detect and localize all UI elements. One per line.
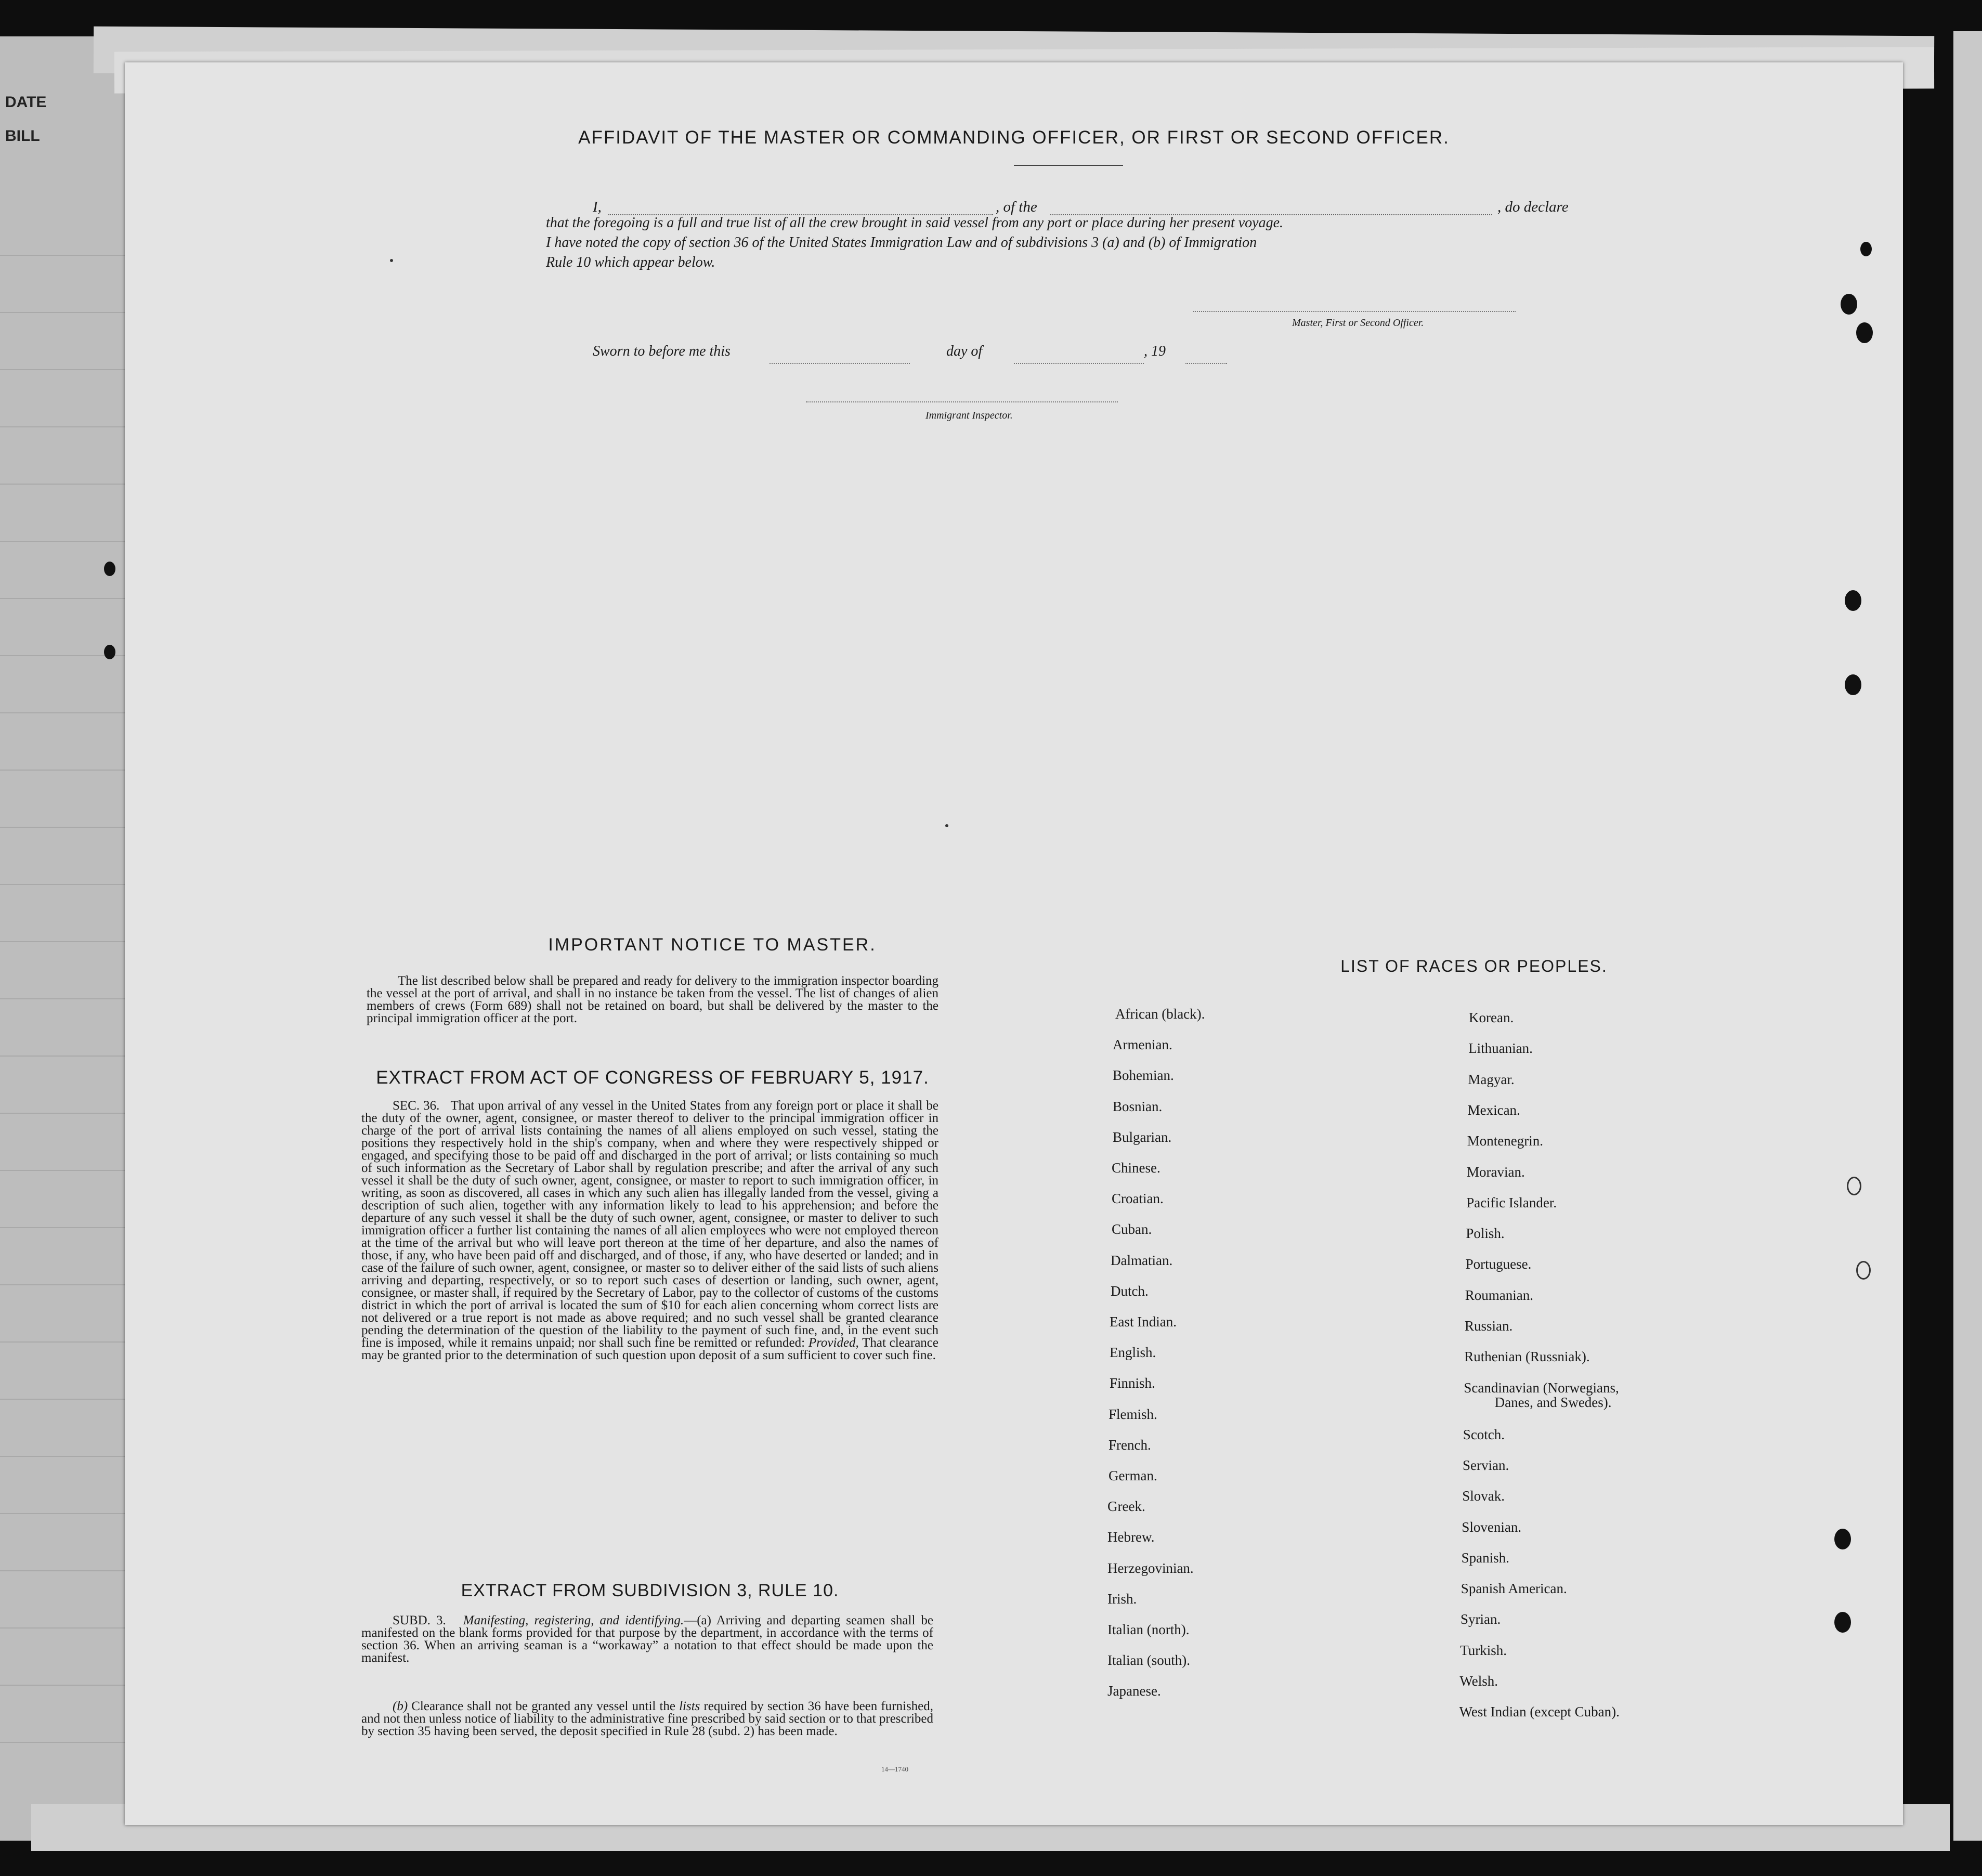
race-item: Servian. bbox=[1463, 1457, 1509, 1473]
affidavit-body-line: that the foregoing is a full and true list of all the crew brought in said vessel from any port or place during her present voyage. bbox=[546, 215, 1284, 231]
affidavit-body bbox=[536, 213, 1648, 272]
race-item: Cuban. bbox=[1112, 1221, 1152, 1237]
section-36-end: That clearance may be granted prior to the determination of such question upon deposit of a sum sufficient to cover such fine. bbox=[361, 1336, 938, 1362]
race-item: Korean. bbox=[1469, 1010, 1514, 1025]
race-item: Slovenian. bbox=[1462, 1519, 1522, 1535]
punch-hole bbox=[104, 562, 115, 576]
section-36-body: That upon arrival of any vessel in the United States from any foreign port or place it shall be the duty of the owner, agent, consignee, or master thereof to deliver to the principal immigration officer in charge of the port of arrival lists containing the names of all aliens employed on such vessel, stating the positions they respectively hold in the ship's company, when and where they were respectively shipped or engaged, and specifying those to be paid off and discharged in the port of arrival; or lists containing so much of such information as the Secretary of Labor shall by regulation prescribe; and after the arrival of any such vessel it shall be the duty of such owner, agent, consignee, or master to report to such immigration officer, in writing, as soon as discovered, all cases in which any such alien has illegally landed from the vessel, giving a description of such alien, together with any information likely to lead to his apprehension; and before the departure of any such vessel it shall be the duty of such owner, agent, consignee, or master to deliver to such immigration officer a further list containing the names of all alien employees who were not employed thereon at the time of the arrival but who will leave port thereon at the time of her departure, and also the names of those, if any, who have been paid off and discharged, and of those, if any, who have deserted or landed; and in case of the failure of such owner, agent, consignee, or master so to deliver either of the said lists of such aliens arriving and departing, respectively, or so to report such cases of desertion or landing, such owner, agent, consignee, or master shall, if required by the Secretary of Labor, pay to the collector of customs of the customs district in which the port of arrival is located the sum of $10 for each alien concerning whom correct lists are not delivered or a true report is not made as above required; and no such vessel shall be granted clearance pending the determination of the question of the liability to the payment of such fine, and, in the event such fine is imposed, while it remains unpaid; nor shall such fine be remitted or refunded: bbox=[361, 1099, 939, 1350]
act-extract-title: EXTRACT FROM ACT OF CONGRESS OF FEBRUARY 5, 1917. bbox=[376, 1067, 929, 1088]
subd-label: SUBD. 3. bbox=[393, 1613, 446, 1627]
race-item: Welsh. bbox=[1459, 1673, 1498, 1689]
notice-title: IMPORTANT NOTICE TO MASTER. bbox=[548, 935, 877, 955]
margin-mark-bill: BILL bbox=[5, 127, 40, 145]
year-prefix-text: , 19 bbox=[1144, 343, 1166, 359]
race-item: Syrian. bbox=[1461, 1611, 1501, 1627]
officer-signature-blank[interactable] bbox=[1193, 311, 1516, 312]
race-item: Italian (south). bbox=[1107, 1652, 1190, 1669]
day-of-text: day of bbox=[946, 343, 983, 359]
subdivision-b-text bbox=[361, 1700, 933, 1738]
ink-speck bbox=[945, 824, 948, 827]
race-item: Chinese. bbox=[1112, 1160, 1160, 1176]
subdivision-a-text bbox=[361, 1614, 933, 1664]
sworn-text: Sworn to before me this bbox=[593, 343, 731, 359]
race-item: Greek. bbox=[1107, 1499, 1145, 1515]
punch-hole bbox=[1834, 1612, 1851, 1633]
subd-b-body-2: required by section 36 have been furnished, and not then unless notice of liability to the administrative fine prescribed by said section or to that prescribed by section 35 having been served, the deposit specified in Rule 28 (subd. 2) has been made. bbox=[361, 1699, 934, 1738]
officer-signature-caption: Master, First or Second Officer. bbox=[1292, 317, 1424, 329]
background-sheet-right bbox=[1953, 31, 1982, 1841]
race-item: Italian (north). bbox=[1107, 1622, 1190, 1637]
race-item: Dutch. bbox=[1111, 1283, 1149, 1299]
subd-b-body-1: Clearance shall not be granted any vessel until the bbox=[411, 1699, 675, 1713]
race-item: Flemish. bbox=[1109, 1406, 1157, 1422]
race-item: Mexican. bbox=[1467, 1102, 1520, 1118]
race-item: Bohemian. bbox=[1113, 1067, 1174, 1084]
subd-heading: Manifesting, registering, and identifying. bbox=[463, 1613, 684, 1627]
race-item: German. bbox=[1109, 1468, 1157, 1483]
inspector-signature-blank[interactable] bbox=[806, 401, 1118, 402]
rule-extract-title: EXTRACT FROM SUBDIVISION 3, RULE 10. bbox=[461, 1581, 839, 1600]
race-item: Spanish. bbox=[1461, 1549, 1509, 1566]
race-item: Scotch. bbox=[1463, 1426, 1505, 1442]
race-item: Bosnian. bbox=[1113, 1098, 1163, 1114]
race-item: Herzegovinian. bbox=[1107, 1560, 1194, 1576]
race-item: Lithuanian. bbox=[1468, 1040, 1533, 1057]
race-item: Bulgarian. bbox=[1113, 1129, 1172, 1145]
sworn-day-blank[interactable] bbox=[770, 363, 910, 364]
document-page bbox=[125, 62, 1903, 1825]
section-36-text bbox=[361, 1100, 938, 1362]
race-item: Turkish. bbox=[1460, 1642, 1507, 1658]
race-item: Ruthenian (Russniak). bbox=[1464, 1349, 1590, 1365]
sworn-year-blank[interactable] bbox=[1185, 363, 1227, 364]
margin-mark-date: DATE bbox=[5, 94, 47, 111]
subd-b-label: (b) bbox=[393, 1699, 408, 1713]
races-list-title: LIST OF RACES OR PEOPLES. bbox=[1340, 957, 1608, 975]
race-item: Danes, and Swedes). bbox=[1494, 1394, 1612, 1410]
punch-hole bbox=[104, 645, 115, 659]
race-item: Scandinavian (Norwegians, bbox=[1464, 1379, 1619, 1396]
race-item: Montenegrin. bbox=[1467, 1133, 1544, 1149]
ink-speck bbox=[390, 259, 393, 262]
punch-hole bbox=[1860, 242, 1872, 256]
race-item: Finnish. bbox=[1110, 1375, 1155, 1391]
race-item: Slovak. bbox=[1462, 1488, 1505, 1504]
race-item: Japanese. bbox=[1107, 1683, 1161, 1699]
form-number: 14—1740 bbox=[881, 1765, 908, 1773]
inspector-caption: Immigrant Inspector. bbox=[925, 410, 1013, 421]
race-item: Croatian. bbox=[1112, 1191, 1164, 1207]
punch-hole bbox=[1834, 1529, 1851, 1549]
race-item: French. bbox=[1109, 1437, 1151, 1453]
race-item: Russian. bbox=[1465, 1318, 1513, 1334]
punch-hole bbox=[1845, 674, 1861, 695]
punch-hole bbox=[1841, 294, 1857, 315]
provided-word: Provided, bbox=[808, 1336, 859, 1350]
punch-hole bbox=[1856, 322, 1873, 343]
race-item: Hebrew. bbox=[1107, 1529, 1155, 1545]
race-item: Roumanian. bbox=[1465, 1287, 1534, 1303]
race-item: Irish. bbox=[1107, 1591, 1137, 1607]
subd-b-lists: lists bbox=[679, 1699, 700, 1713]
affidavit-body-line: I have noted the copy of section 36 of the United States Immigration Law and of subdivisions 3 (a) and (b) of Immigration bbox=[546, 234, 1257, 251]
title-divider bbox=[1014, 165, 1123, 166]
race-item: African (black). bbox=[1115, 1006, 1205, 1022]
subd-a-body: Arriving and departing seamen shall be manifested on the blank forms provided for that purpose by the department, in accordance with the terms of section 36. When an arriving seaman is a “workaway” a notation to that effect should be made upon the manifest. bbox=[361, 1613, 934, 1665]
of-the-text: , of the bbox=[996, 199, 1037, 215]
subd-a-label: —(a) bbox=[684, 1613, 711, 1627]
do-declare-text: , do declare bbox=[1497, 199, 1569, 215]
punch-hole-ring bbox=[1847, 1177, 1861, 1195]
race-item: Magyar. bbox=[1468, 1071, 1515, 1087]
race-item: East Indian. bbox=[1110, 1314, 1177, 1330]
notice-paragraph: The list described below shall be prepared and ready for delivery to the immigration inspector boarding the vessel at the port of arrival, and shall in no instance be taken from the vessel. The list of changes of alien members of crews (Form 689) shall not be retained on board, but shall be delivered by the master to the principal immigration officer at the port. bbox=[367, 974, 938, 1025]
race-item: Dalmatian. bbox=[1111, 1252, 1173, 1268]
punch-hole-ring bbox=[1856, 1261, 1871, 1280]
section-label: SEC. 36. bbox=[393, 1099, 440, 1113]
sworn-month-blank[interactable] bbox=[1014, 363, 1144, 364]
declarant-i: I, bbox=[593, 199, 602, 215]
race-item: West Indian (except Cuban). bbox=[1459, 1704, 1620, 1720]
punch-hole bbox=[1845, 590, 1861, 611]
race-item: Armenian. bbox=[1113, 1037, 1172, 1053]
race-item: Spanish American. bbox=[1461, 1581, 1567, 1597]
affidavit-title: AFFIDAVIT OF THE MASTER OR COMMANDING OFFICER, OR FIRST OR SECOND OFFICER. bbox=[578, 127, 1450, 148]
race-item: Pacific Islander. bbox=[1466, 1194, 1557, 1210]
race-item: Portuguese. bbox=[1465, 1256, 1532, 1272]
race-item: Polish. bbox=[1466, 1226, 1505, 1242]
race-item: English. bbox=[1110, 1345, 1156, 1361]
race-item: Moravian. bbox=[1467, 1164, 1525, 1180]
affidavit-body-line: Rule 10 which appear below. bbox=[546, 254, 715, 270]
